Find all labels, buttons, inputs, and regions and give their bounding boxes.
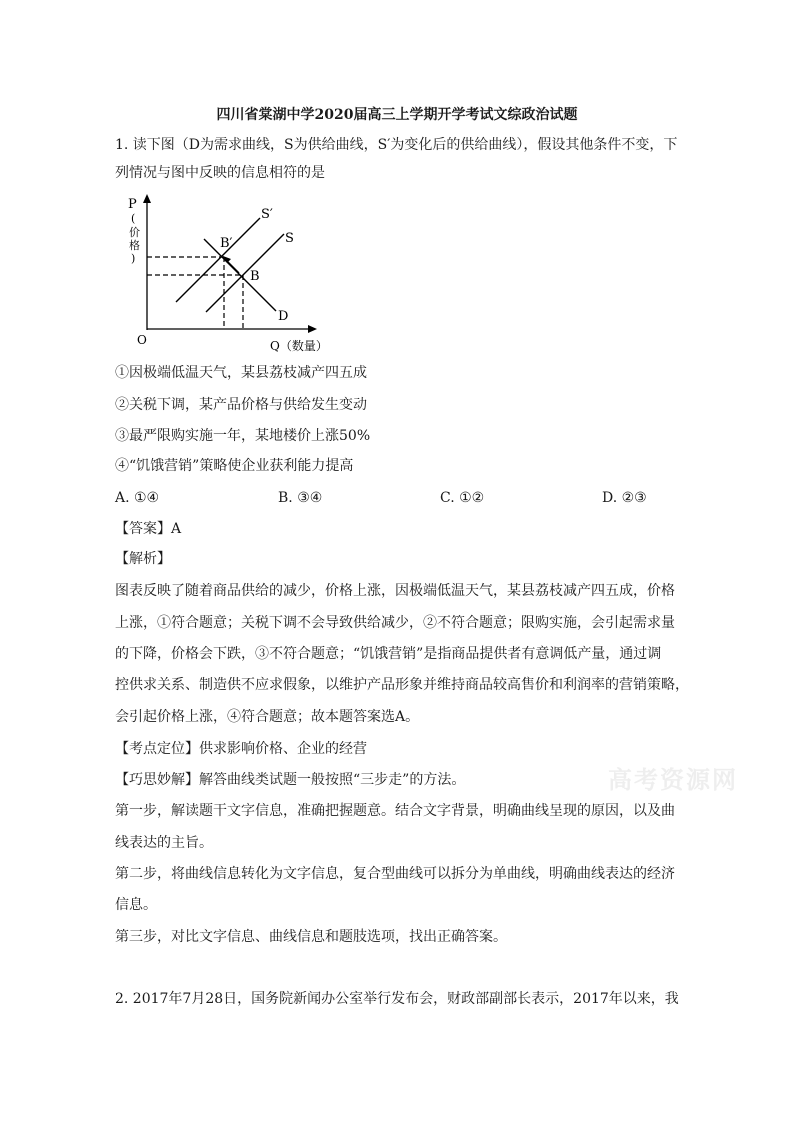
q1-stem-line2: 列情况与图中反映的信息相符的是 — [115, 165, 325, 181]
analysis-header: 【解析】 — [115, 551, 171, 567]
y-axis-label: P — [128, 197, 137, 212]
q1-item-4: ④“饥饿营销”策略使企业获利能力提高 — [115, 458, 354, 474]
s-label: S — [285, 231, 294, 246]
option-b: B. ③④ — [278, 490, 323, 506]
x-axis-label: Q（数量） — [270, 339, 328, 353]
step-line-1: 第一步，解读题干文字信息，准确把握题意。结合文字背景，明确曲线呈现的原因，以及曲 — [115, 803, 675, 819]
analysis-line-1: 图表反映了随着商品供给的减少，价格上涨，因极端低温天气，某县荔枝减产四五成，价格 — [115, 583, 675, 599]
y-axis-label-cn1: 价 — [129, 226, 140, 239]
b-label: B — [250, 269, 260, 284]
analysis-line-2: 上涨，①符合题意；关税下调不会导致供给减少，②不符合题意；限购实施，会引起需求量 — [115, 615, 675, 631]
qiaosi-line: 【巧思妙解】解答曲线类试题一般按照“三步走”的方法。 — [115, 772, 466, 788]
option-a: A. ①④ — [115, 490, 160, 506]
q1-stem-line1: 1. 读下图（D为需求曲线，S为供给曲线，S′为变化后的供给曲线），假设其他条件不变，下 — [115, 137, 678, 153]
page-title: 四川省棠湖中学2020届高三上学期开学考试文综政治试题 — [216, 107, 578, 123]
y-axis-label-cn2: 格 — [129, 239, 140, 252]
step-line-3: 第二步，将曲线信息转化为文字信息，复合型曲线可以拆分为单曲线，明确曲线表达的经济 — [115, 866, 675, 882]
q1-item-2: ②关税下调，某产品价格与供给发生变动 — [115, 397, 367, 413]
y-axis-label-paren-top: ( — [131, 212, 136, 225]
supply-curve-s — [206, 234, 284, 312]
q1-item-3: ③最严限购实施一年，某地楼价上涨50% — [115, 428, 371, 444]
analysis-line-5: 会引起价格上涨，④符合题意；故本题答案选A。 — [115, 709, 420, 725]
q2-line-1: 2. 2017年7月28日，国务院新闻办公室举行发布会，财政部副部长表示，2017年以来，我 — [115, 991, 679, 1007]
option-d: D. ②③ — [602, 490, 647, 506]
b-prime-label: B′ — [220, 236, 233, 251]
origin-label: O — [137, 333, 147, 347]
y-axis-arrow — [143, 194, 151, 203]
analysis-line-3: 的下降，价格会下跌，③不符合题意；“饥饿营销”是指商品提供者有意调低产量，通过调 — [115, 646, 662, 662]
step-line-5: 第三步，对比文字信息、曲线信息和题肢选项，找出正确答案。 — [115, 929, 507, 945]
watermark: 高考资源网 — [608, 766, 738, 794]
y-axis-label-paren-bottom: ) — [131, 252, 136, 265]
answer-line: 【答案】A — [115, 521, 182, 537]
option-c: C. ①② — [440, 490, 485, 506]
step-line-4: 信息。 — [115, 897, 157, 913]
d-label: D — [278, 309, 289, 324]
supply-demand-figure — [120, 192, 330, 362]
kaodian-line: 【考点定位】供求影响价格、企业的经营 — [115, 741, 367, 757]
q1-item-1: ①因极端低温天气，某县荔枝减产四五成 — [115, 365, 367, 381]
x-axis-arrow — [308, 325, 317, 333]
s-prime-label: S′ — [261, 207, 273, 222]
analysis-line-4: 控供求关系、制造供不应求假象，以维护产品形象并维持商品较高售价和利润率的营销策略， — [115, 677, 689, 693]
supply-curve-s-prime — [176, 218, 260, 302]
supply-demand-graph — [120, 192, 330, 362]
step-line-2: 线表达的主旨。 — [115, 835, 213, 851]
